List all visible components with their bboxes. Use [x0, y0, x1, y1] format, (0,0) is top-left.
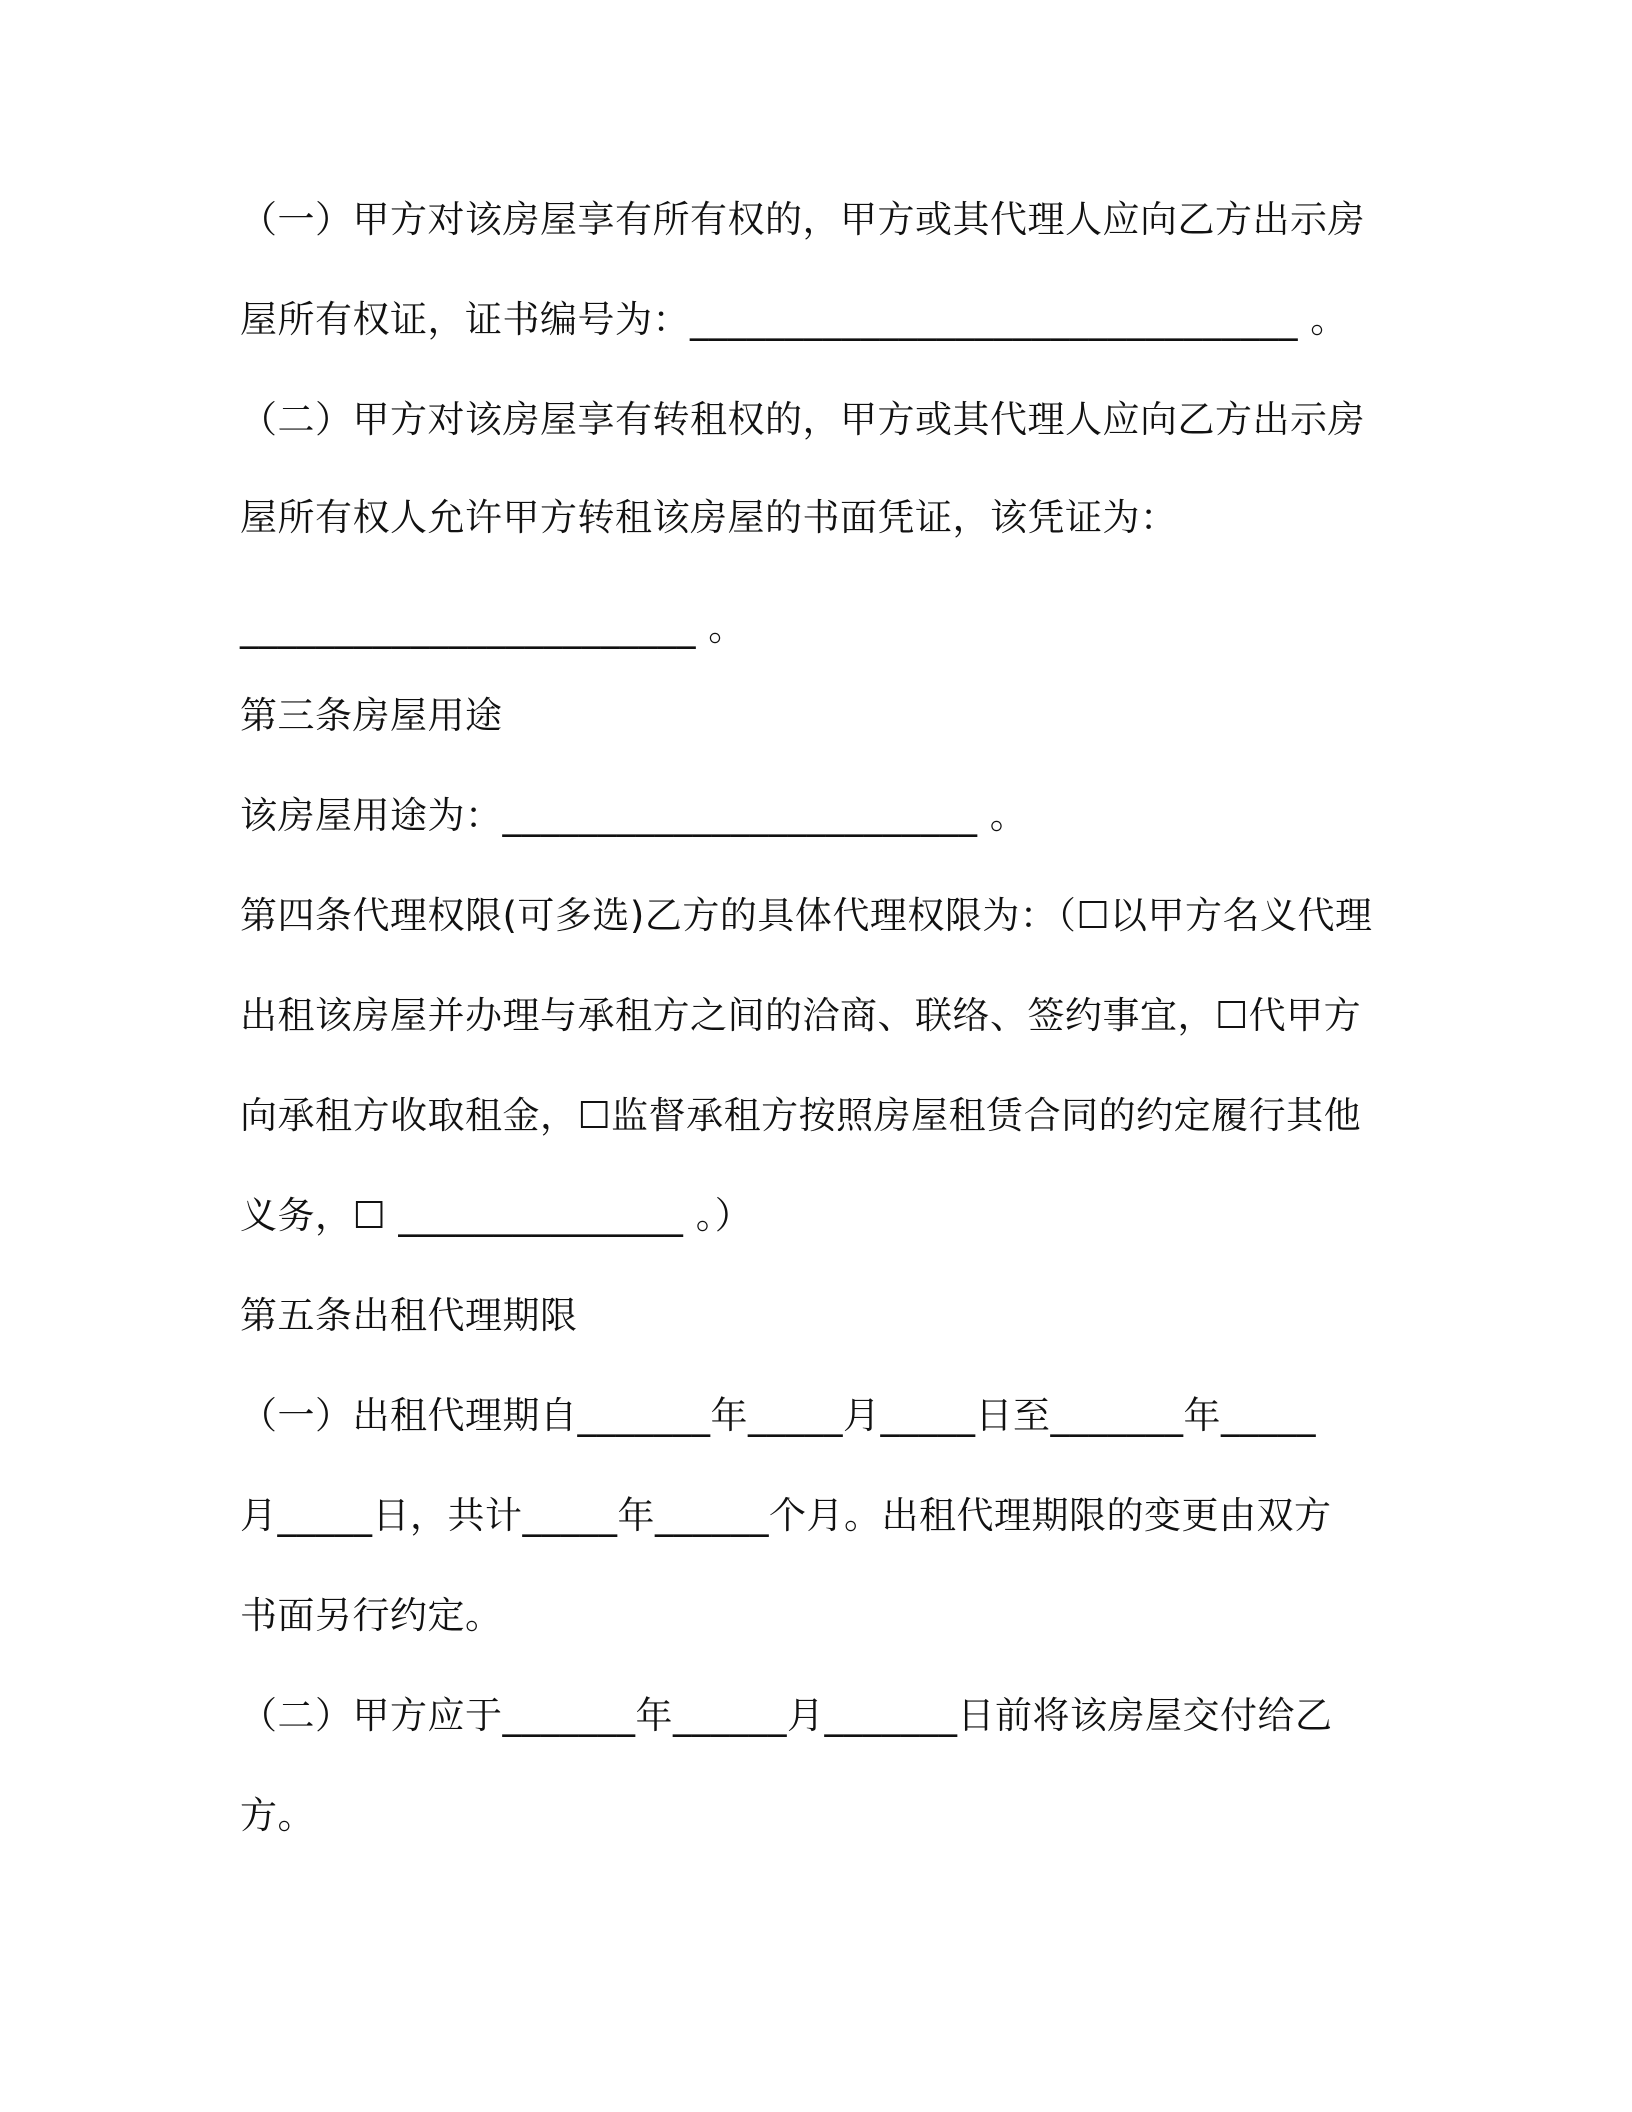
clause-5-item-2-line-1: （二）甲方应于_______年______月_______日前将该房屋交付给乙 [240, 1694, 1333, 1737]
clause-4-line-4: 义务，☐ _______________ 。） [240, 1194, 753, 1237]
clause-5-item-1-line-1: （一）出租代理期自_______年_____月_____日至_______年_____ [240, 1394, 1316, 1437]
clause-3-usage-line: 该房屋用途为：_________________________ 。 [240, 794, 1028, 837]
clause-2-item-2-blank: ________________________ 。 [240, 606, 746, 649]
clause-4-line-2: 出租该房屋并办理与承租方之间的洽商、联络、签约事宜，☐代甲方 [240, 994, 1362, 1037]
clause-5-item-1-line-3: 书面另行约定。 [240, 1594, 503, 1637]
clause-2-item-2-line-1: （二）甲方对该房屋享有转租权的，甲方或其代理人应向乙方出示房 [240, 398, 1365, 441]
clause-4-line-1: 第四条代理权限(可多选)乙方的具体代理权限为：（☐以甲方名义代理 [240, 894, 1373, 937]
clause-3-heading: 第三条房屋用途 [240, 694, 503, 737]
clause-2-item-2-line-2: 屋所有权人允许甲方转租该房屋的书面凭证，该凭证为： [240, 496, 1178, 539]
clause-5-heading: 第五条出租代理期限 [240, 1294, 578, 1337]
clause-2-item-1-line-1: （一）甲方对该房屋享有所有权的，甲方或其代理人应向乙方出示房 [240, 198, 1365, 241]
clause-5-item-2-line-2: 方。 [240, 1794, 315, 1837]
clause-5-item-1-line-2: 月_____日，共计_____年______个月。出租代理期限的变更由双方 [240, 1494, 1332, 1537]
clause-2-item-1-line-2: 屋所有权证，证书编号为：________________________________ 。 [240, 298, 1348, 341]
clause-4-line-3: 向承租方收取租金，☐监督承租方按照房屋租赁合同的约定履行其他 [240, 1094, 1362, 1137]
